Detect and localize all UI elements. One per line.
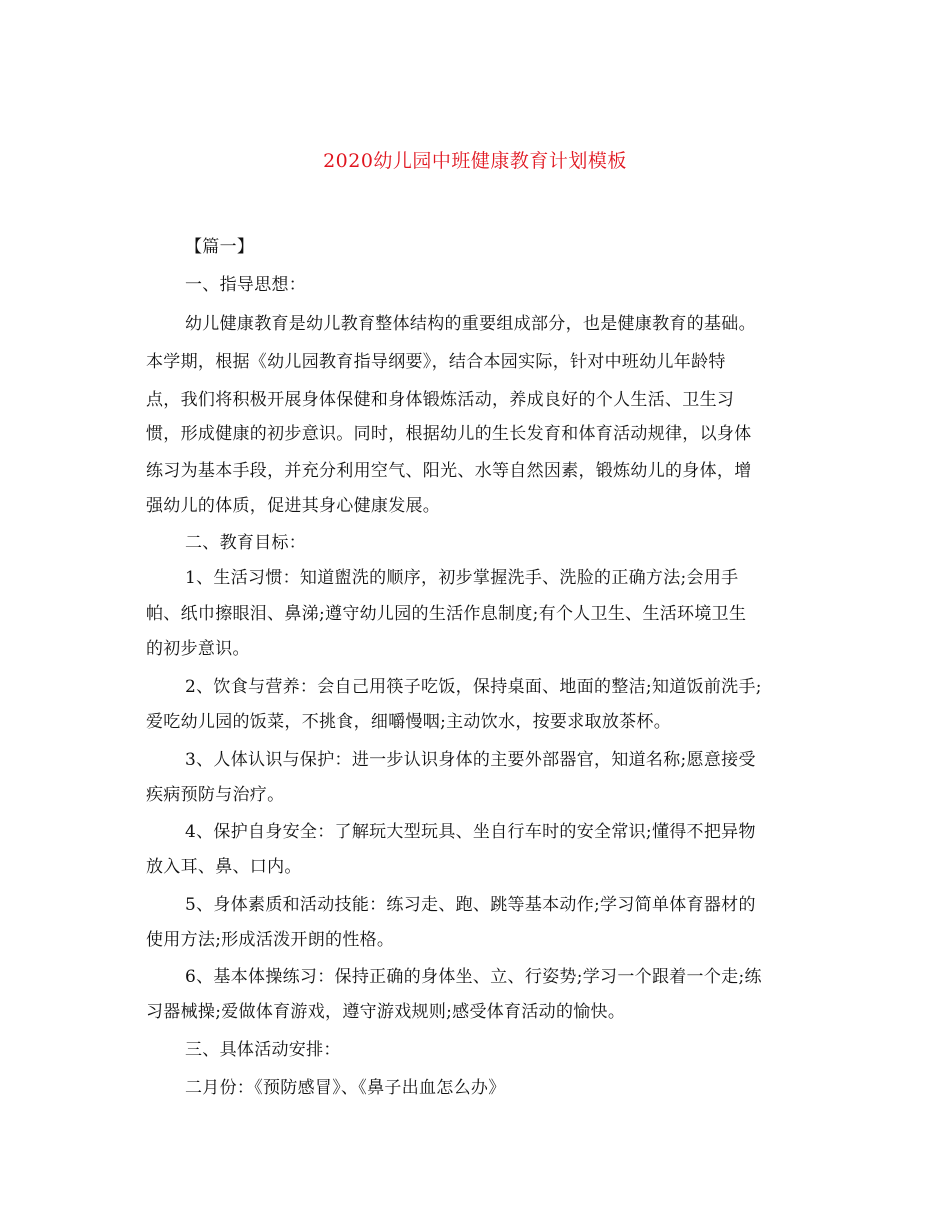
paragraph-line: 二月份：《预防感冒》、《鼻子出血怎么办》 [185,1078,506,1098]
paragraph-line: 幼儿健康教育是幼儿教育整体结构的重要组成部分，也是健康教育的基础。 [185,314,756,334]
section-heading: 一、指导思想： [185,275,307,295]
paragraph-line: 2、饮食与营养：会自己用筷子吃饭，保持桌面、地面的整洁;知道饭前洗手; [185,677,762,697]
paragraph-line: 点，我们将积极开展身体保健和身体锻炼活动，养成良好的个人生活、卫生习 [146,390,735,410]
section-heading: 二、教育目标： [185,533,307,553]
paragraph-line: 帕、纸巾擦眼泪、鼻涕;遵守幼儿园的生活作息制度;有个人卫生、生活环境卫生 [146,604,747,624]
section-label: 【篇一】 [185,237,255,257]
paragraph-line: 强幼儿的体质，促进其身心健康发展。 [146,496,441,516]
section-heading: 三、具体活动安排： [185,1040,341,1060]
paragraph-line: 5、身体素质和活动技能：练习走、跑、跳等基本动作;学习简单体育器材的 [185,895,756,915]
paragraph-line: 3、人体认识与保护：进一步认识身体的主要外部器官，知道名称;愿意接受 [185,750,756,770]
paragraph-line: 1、生活习惯：知道盥洗的顺序，初步掌握洗手、洗脸的正确方法;会用手 [185,568,739,588]
paragraph-line: 练习为基本手段，并充分利用空气、阳光、水等自然因素，锻炼幼儿的身体，增 [146,461,752,481]
paragraph-line: 疾病预防与治疗。 [146,785,285,805]
paragraph-line: 使用方法;形成活泼开朗的性格。 [146,930,395,950]
paragraph-line: 4、保护自身安全：了解玩大型玩具、坐自行车时的安全常识;懂得不把异物 [185,822,756,842]
paragraph-line: 的初步意识。 [146,639,250,659]
paragraph-line: 6、基本体操练习：保持正确的身体坐、立、行姿势;学习一个跟着一个走;练 [185,967,762,987]
paragraph-line: 爱吃幼儿园的饭菜，不挑食，细嚼慢咽;主动饮水，按要求取放茶杯。 [146,712,672,732]
paragraph-line: 惯，形成健康的初步意识。同时，根据幼儿的生长发育和体育活动规律，以身体 [146,424,752,444]
paragraph-line: 习器械操;爱做体育游戏，遵守游戏规则;感受体育活动的愉快。 [146,1002,626,1022]
paragraph-line: 放入耳、鼻、口内。 [146,857,302,877]
paragraph-line: 本学期，根据《幼儿园教育指导纲要》，结合本园实际，针对中班幼儿年龄特 [146,352,726,372]
document-title: 2020幼儿园中班健康教育计划模板 [323,150,627,172]
